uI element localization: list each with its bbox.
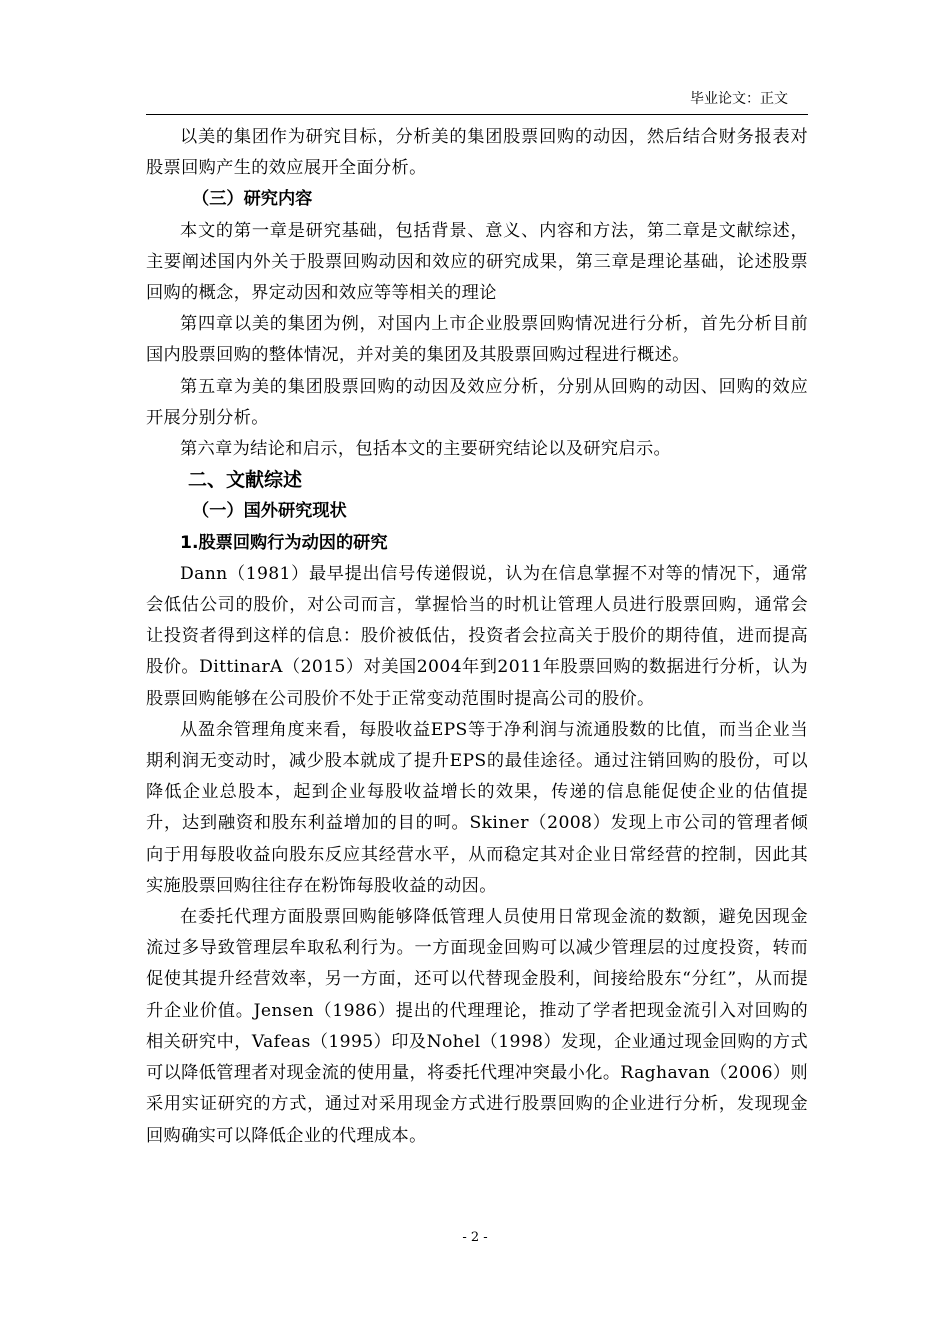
subsection-heading-motive-study: 1.股票回购行为动因的研究 xyxy=(180,532,388,553)
body-paragraph: 第五章为美的集团股票回购的动因及效应分析，分别从回购的动因、回购的效应开展分别分析。 xyxy=(146,376,808,428)
body-paragraph: 第六章为结论和启示，包括本文的主要研究结论以及研究启示。 xyxy=(180,439,672,460)
body-paragraph: 本文的第一章是研究基础，包括背景、意义、内容和方法，第二章是文献综述，主要阐述国内外关于股票回购动因和效应的研究成果，第三章是理论基础，论述股票回购的概念，界定动因和效应等等相关的理论 xyxy=(146,220,808,304)
body-paragraph: 在委托代理方面股票回购能够降低管理人员使用日常现金流的数额，避免因现金流过多导致管理层牟取私利行为。一方面现金回购可以减少管理层的过度投资，转而促使其提升经营效率，另一方面，还可以代替现金股利，间接给股东“分红”，从而提升企业价值。Jensen（1986）提出的代理理论，推动了学者把现金流引入对回购的相关研究中，Vafeas（1995）印及Nohel（1998）发现，企业通过现金回购的方式可以降低管理者对现金流的使用量，将委托代理冲突最小化。Raghavan（2006）则采用实证研究的方式，通过对采用现金方式进行股票回购的企业进行分析，发现现金回购确实可以降低企业的代理成本。 xyxy=(146,907,808,1146)
page-header xyxy=(146,84,808,115)
body-paragraph: 从盈余管理角度来看，每股收益EPS等于净利润与流通股数的比值，而当企业当期利润无变动时，减少股本就成了提升EPS的最佳途径。通过注销回购的股份，可以降低企业总股本，起到企业每股收益增长的效果，传递的信息能促使企业的估值提升，达到融资和股东利益增加的目的呵。Skiner（2008）发现上市公司的管理者倾向于用每股收益向股东反应其经营水平，从而稳定其对企业日常经营的控制，因此其实施股票回购往往存在粉饰每股收益的动因。 xyxy=(146,719,808,896)
chapter-heading-literature-review: 二、文献综述 xyxy=(188,469,303,492)
header-title: 毕业论文：正文 xyxy=(690,91,788,107)
page-number: - 2 - xyxy=(462,1230,488,1245)
document-body xyxy=(146,122,808,1152)
section-heading-foreign-status: （一）国外研究现状 xyxy=(192,501,347,522)
body-paragraph: Dann（1981）最早提出信号传递假说，认为在信息掌握不对等的情况下，通常会低估公司的股价，对公司而言，掌握恰当的时机让管理人员进行股票回购，通常会让投资者得到这样的信息：股价被低估，投资者会拉高关于股价的期待值，进而提高股价。DittinarA（2015）对美国2004年到2011年股票回购的数据进行分析，认为股票回购能够在公司股价不处于正常变动范围时提高公司的股价。 xyxy=(146,563,808,709)
body-paragraph: 以美的集团作为研究目标，分析美的集团股票回购的动因，然后结合财务报表对股票回购产生的效应展开全面分析。 xyxy=(146,127,808,179)
body-paragraph: 第四章以美的集团为例，对国内上市企业股票回购情况进行分析，首先分析目前国内股票回购的整体情况，并对美的集团及其股票回购过程进行概述。 xyxy=(146,314,808,366)
section-heading-research-content: （三）研究内容 xyxy=(192,189,313,210)
